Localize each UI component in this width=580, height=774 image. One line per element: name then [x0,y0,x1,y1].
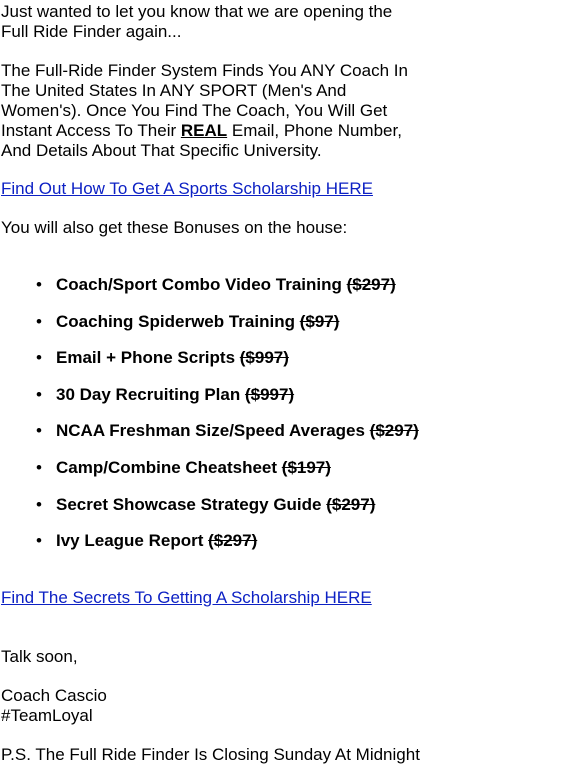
bonus-name: NCAA Freshman Size/Speed Averages [56,421,365,441]
bonus-list [0,274,580,567]
bonus-price: ($297) [208,531,258,551]
bonus-name: Email + Phone Scripts [56,348,236,368]
bonus-price: ($97) [299,311,340,331]
description-paragraph [1,61,421,161]
bonus-price: ($297) [369,421,419,441]
description-text-after: Email, Phone Number, And Details About That Specific University. [1,121,402,160]
intro-line-1: Just wanted to let you know that we are opening the [1,2,393,21]
bonus-item [0,457,580,494]
bonus-price: ($297) [326,494,376,514]
scholarship-link-1[interactable]: Find Out How To Get A Sports Scholarship HERE [1,179,373,198]
bonus-item [0,494,580,531]
bonus-name: 30 Day Recruiting Plan [56,384,241,404]
signoff: Talk soon, [1,647,78,666]
bullet-icon: • [36,494,42,514]
postscript: P.S. The Full Ride Finder Is Closing Sunday At Midnight [1,745,420,764]
link-paragraph-2 [1,588,571,608]
bullet-icon: • [36,421,42,441]
intro-line-2: Full Ride Finder again... [1,22,182,41]
real-emphasis: REAL [180,121,228,140]
bonus-name: Secret Showcase Strategy Guide [56,494,322,514]
bullet-icon: • [36,531,42,551]
bonus-price: ($297) [346,275,396,294]
signature [1,686,571,726]
bonus-name: Ivy League Report [56,531,204,551]
bullet-icon: • [36,384,42,404]
bonus-name: Camp/Combine Cheatsheet [56,457,278,477]
link-paragraph-1 [1,179,571,199]
bonus-item [0,384,580,421]
bonus-item [0,311,580,348]
bullet-icon: • [36,457,42,477]
bonus-price: ($997) [244,384,295,404]
bonus-item [0,420,580,457]
description-text-before: The Full-Ride Finder System Finds You ANY Coach In The United States In ANY SPORT (Men's And Women's). Once You Find The Coach, You Will Get Instant Access To Their [1,61,408,140]
bonus-item [0,530,580,567]
scholarship-link-2[interactable]: Find The Secrets To Getting A Scholarship HERE [1,588,372,607]
bonus-price: ($997) [239,348,289,368]
bonus-intro: You will also get these Bonuses on the house: [1,218,348,237]
intro-paragraph [1,2,571,42]
bullet-icon: • [36,311,42,331]
signature-name: Coach Cascio [1,686,107,705]
bonus-item [0,347,580,384]
bonus-price: ($197) [281,457,331,477]
bonus-item [0,274,580,311]
bullet-icon: • [36,275,42,294]
bonus-name: Coach/Sport Combo Video Training [56,275,342,294]
bonus-name: Coaching Spiderweb Training [56,311,295,331]
bullet-icon: • [36,348,42,368]
signature-tag: #TeamLoyal [1,706,93,725]
